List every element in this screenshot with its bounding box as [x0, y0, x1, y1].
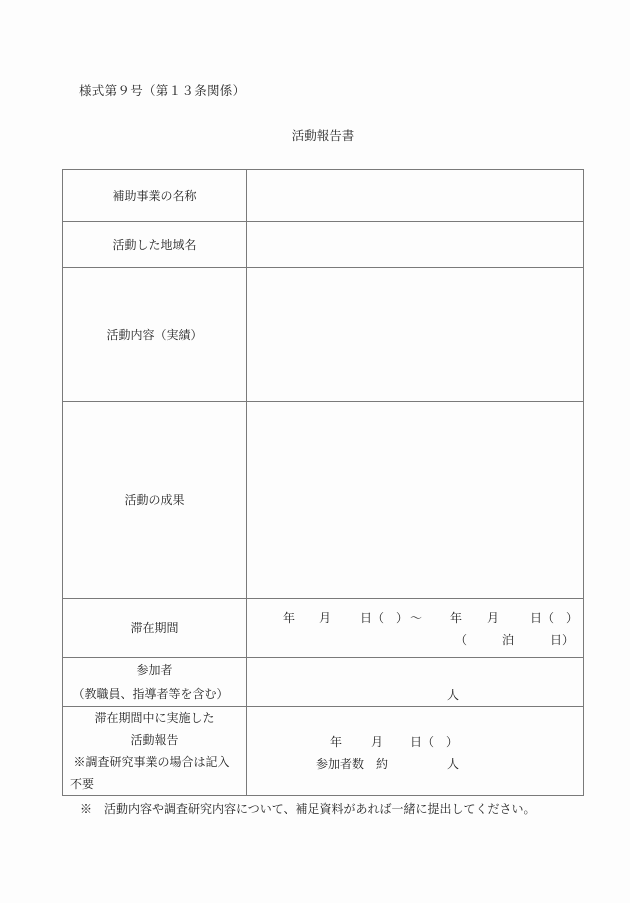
label-activity-results: 活動の成果	[63, 402, 247, 599]
field-project-name[interactable]	[247, 170, 584, 222]
footnote: ※ 活動内容や調査研究内容について、補足資料があれば一緒に提出してください。	[80, 802, 536, 816]
label-participants-line2: （教職員、指導者等を含む）	[72, 687, 229, 701]
field-stay-period[interactable]	[247, 599, 584, 658]
start-month: 月	[319, 611, 332, 625]
report-day: 日（ ）	[410, 735, 459, 749]
field-region-name[interactable]	[247, 222, 584, 268]
field-activity-content[interactable]	[247, 268, 584, 402]
row-activity-results	[63, 402, 584, 599]
label-region-name: 活動した地域名	[63, 222, 247, 268]
nights-label: 泊	[502, 633, 515, 647]
label-report-line2: 活動報告	[130, 733, 179, 747]
nights-open-paren: （	[455, 633, 468, 647]
end-month: 月	[487, 611, 500, 625]
row-stay-period	[63, 599, 584, 658]
row-activity-report	[63, 707, 584, 796]
report-year: 年	[330, 735, 343, 749]
label-activity-content: 活動内容（実績）	[63, 268, 247, 402]
report-table	[62, 169, 584, 796]
label-participants-line1: 参加者	[136, 663, 173, 677]
field-activity-results[interactable]	[247, 402, 584, 599]
form-number: 様式第９号（第１３条関係）	[79, 83, 246, 98]
label-report-line4: 不要	[70, 777, 95, 791]
days-label: 日）	[550, 633, 575, 647]
label-project-name: 補助事業の名称	[63, 170, 247, 222]
label-participants	[63, 658, 247, 707]
report-month: 月	[371, 735, 384, 749]
report-participants-unit: 人	[447, 757, 460, 771]
tilde-separator: ～	[410, 611, 423, 625]
row-project-name	[63, 170, 584, 222]
field-participants[interactable]	[247, 658, 584, 707]
label-activity-report	[63, 707, 247, 796]
field-activity-report[interactable]	[247, 707, 584, 796]
start-year: 年	[283, 611, 296, 625]
end-day: 日（ ）	[530, 611, 579, 625]
label-report-line1: 滞在期間中に実施した	[94, 711, 215, 725]
end-year: 年	[450, 611, 463, 625]
label-report-line3: ※調査研究事業の場合は記入	[73, 755, 230, 769]
row-activity-content	[63, 268, 584, 402]
row-region-name	[63, 222, 584, 268]
row-participants	[63, 658, 584, 707]
report-participants-label: 参加者数 約	[316, 757, 389, 771]
document-title: 活動報告書	[291, 128, 355, 143]
start-day: 日（ ）	[360, 611, 409, 625]
participants-unit: 人	[447, 688, 460, 702]
label-stay-period: 滞在期間	[63, 599, 247, 658]
